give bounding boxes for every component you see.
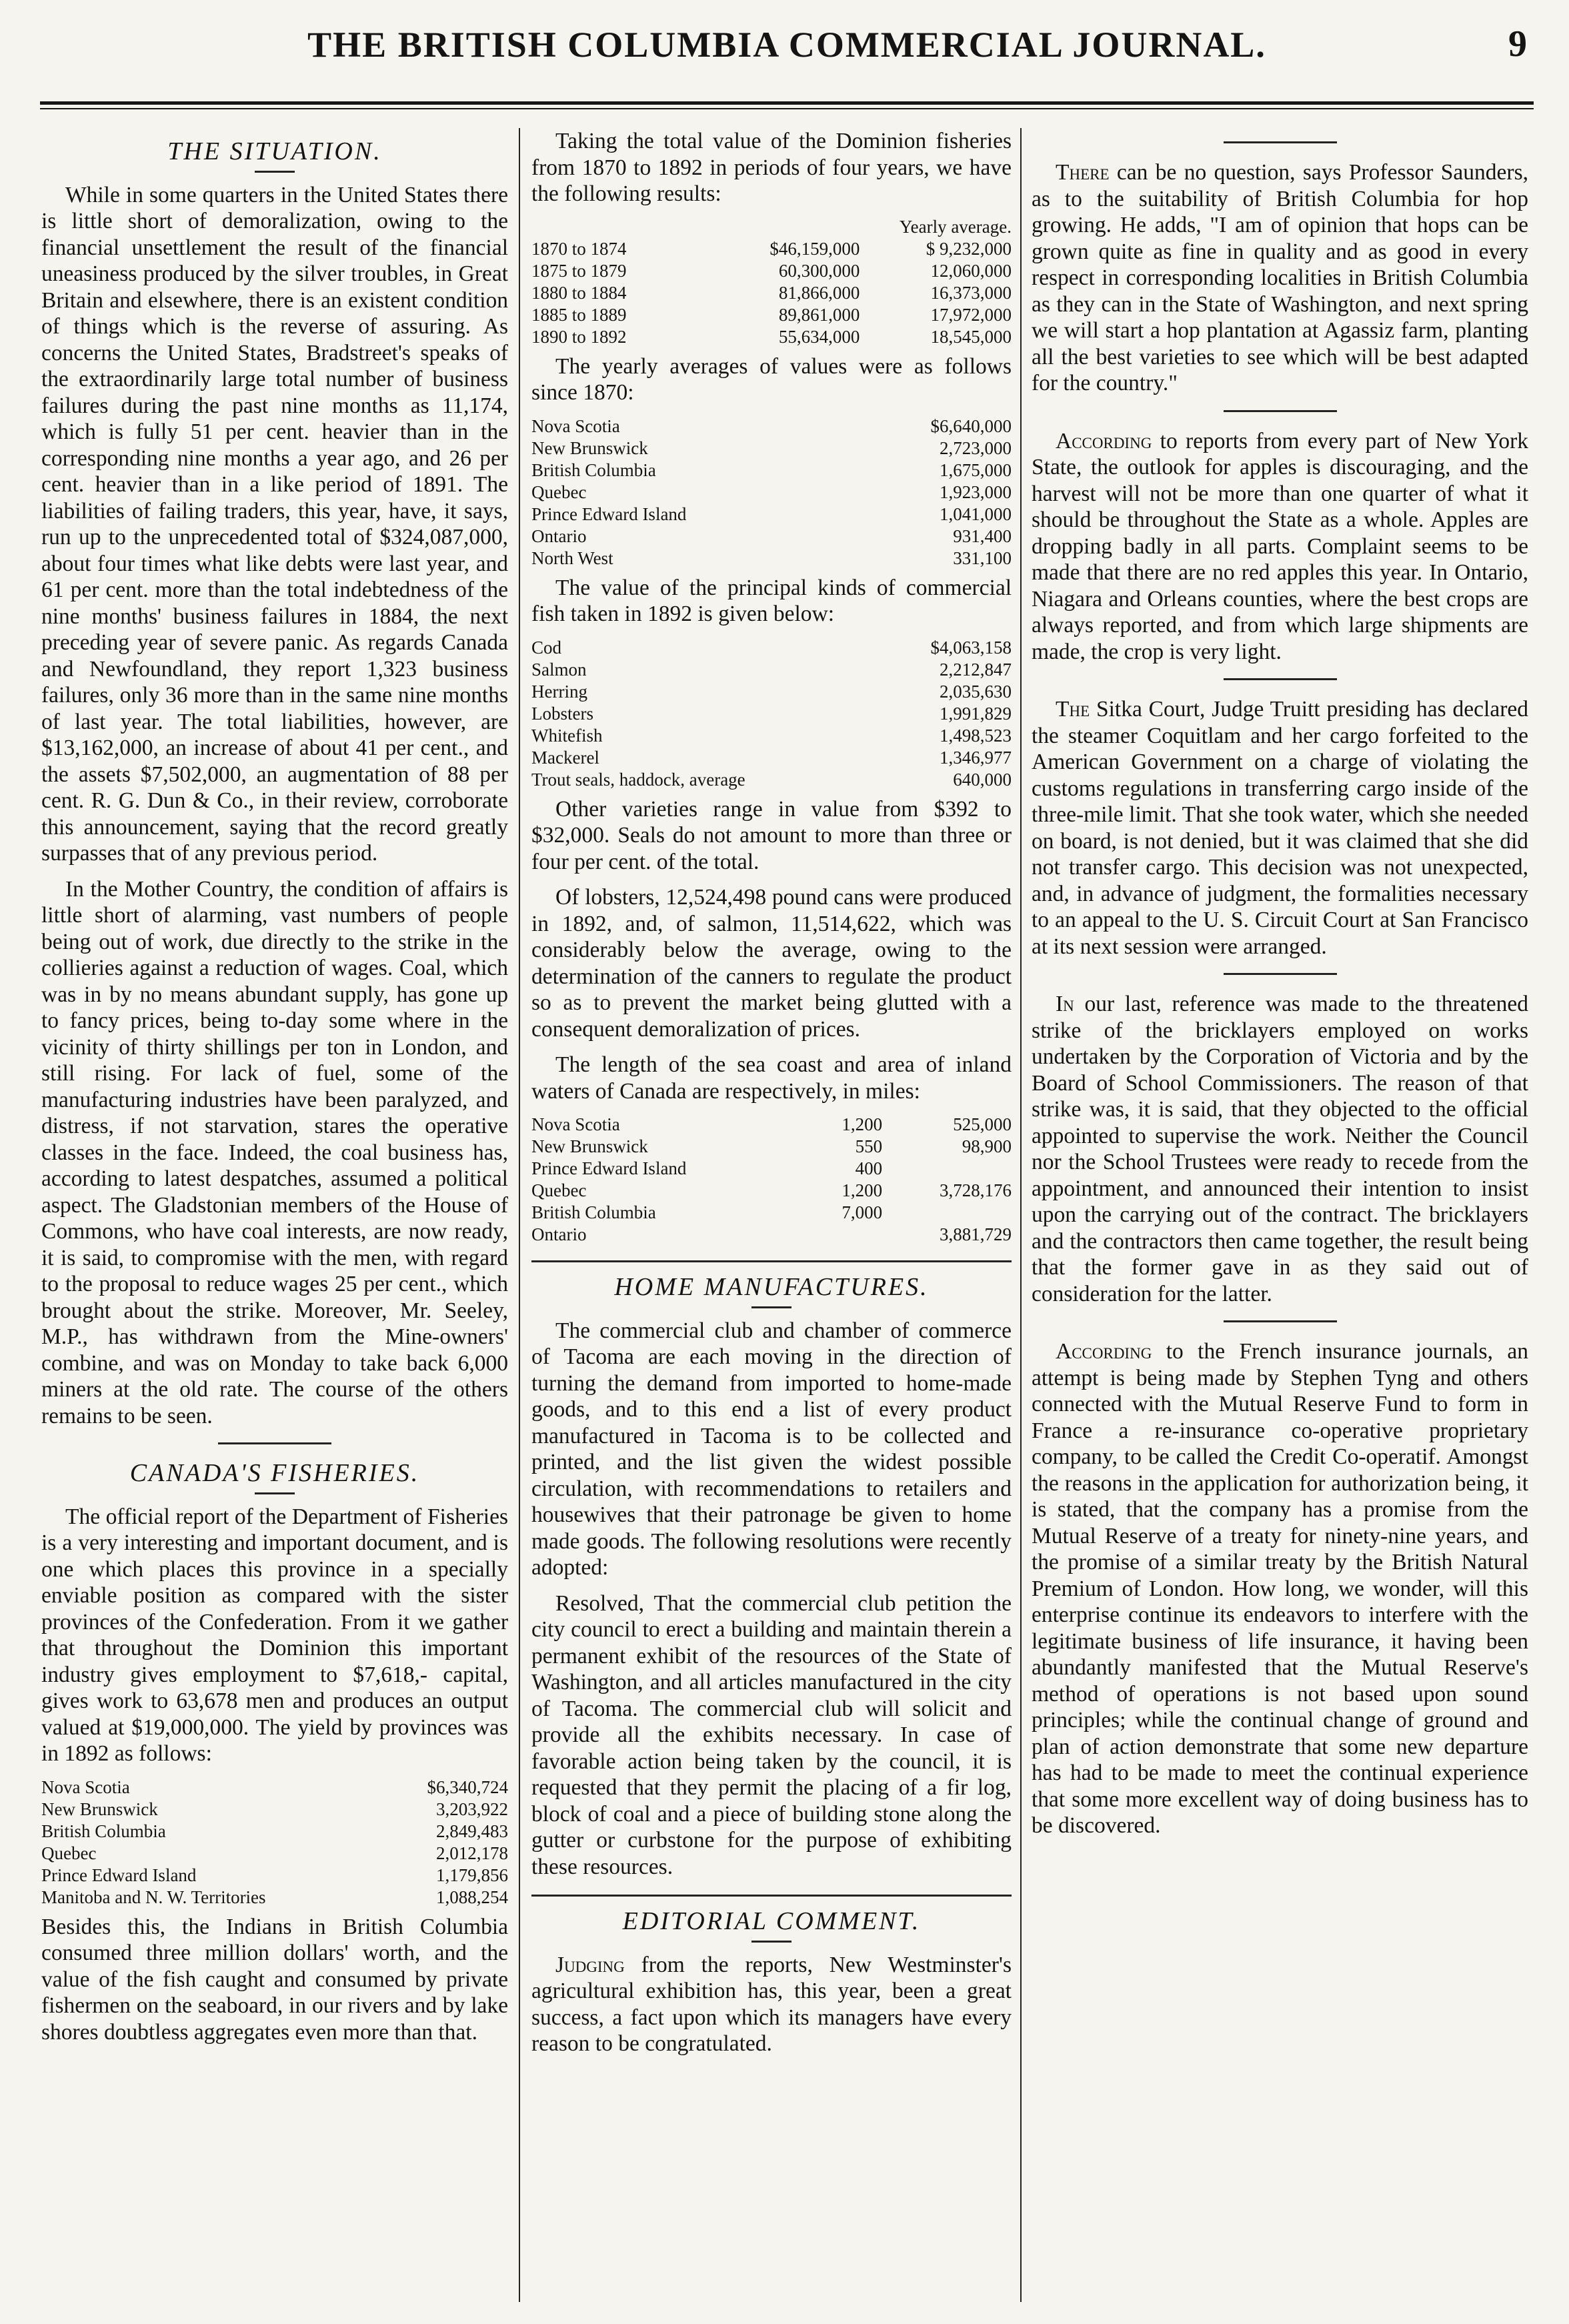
lead-word: In	[1056, 992, 1074, 1016]
table-row	[531, 304, 1012, 326]
paragraph-text: to the French insurance journals, an attempt is being made by Stephen Tyng and others connected with the Mutual Reserve Fund to form in France a re-insurance co-operative proprietary company, to be called the Credit Co-operatif. Amongst the reasons in the application for authorization being, it is stated, that the company has a promise from the Mutual Reserve of a treaty for ninety-nine years, and the promise of a similar treaty by the British Natural Premium of London. How long, we wonder, will this enterprise continue its endeavors to interfere with the legitimate business of life insurance, it having been abundantly manifested that the Mutual Reserve's method of operations is not based upon sound principles; while the continual change of ground and plan of action demonstrate that some new departure has had to be made to meet the continual experience that some more excellent way of doing business has to be discovered.	[1032, 1339, 1528, 1838]
value-cell: 2,035,630	[940, 681, 1012, 702]
column-1	[41, 128, 508, 2302]
fish-kind-cell: Trout seals, haddock, average	[531, 769, 745, 790]
province-cell: Quebec	[531, 1180, 587, 1200]
fish-kind-cell: Mackerel	[531, 747, 599, 768]
editorial-paragraph	[1032, 696, 1528, 960]
province-cell: Prince Edward Island	[531, 1158, 687, 1178]
value-cell: 331,100	[953, 547, 1012, 568]
lead-word: According	[1056, 428, 1152, 453]
province-cell: British Columbia	[41, 1821, 166, 1841]
table-row	[531, 260, 1012, 282]
section-separator	[218, 1442, 331, 1444]
masthead-rule	[40, 101, 1534, 105]
average-cell: 12,060,000	[930, 260, 1012, 281]
value-cell: 640,000	[953, 769, 1012, 790]
page-number: 9	[1508, 23, 1527, 65]
fish-kind-cell: Whitefish	[531, 725, 603, 746]
column-2	[531, 128, 1012, 2302]
province-cell: Quebec	[531, 481, 587, 502]
province-cell: British Columbia	[531, 459, 656, 480]
article-paragraph: The value of the principal kinds of commercial fish taken in 1892 is given below:	[531, 575, 1012, 626]
value-cell: $6,340,724	[427, 1777, 508, 1797]
value-cell: 931,400	[953, 525, 1012, 546]
coast-cell: 550	[855, 1136, 883, 1156]
province-cell: Nova Scotia	[531, 1114, 620, 1134]
table-row	[531, 703, 1012, 725]
coast-cell: 400	[855, 1158, 883, 1178]
table-row	[531, 481, 1012, 503]
table-row	[531, 1224, 1012, 1246]
coast-cell: 1,200	[842, 1180, 883, 1200]
table-row	[41, 1843, 508, 1865]
value-cell: 2,212,847	[940, 659, 1012, 680]
article-paragraph: Taking the total value of the Dominion fisheries from 1870 to 1892 in periods of four years, we have the following results:	[531, 129, 1012, 206]
article-paragraph: The yearly averages of values were as follows since 1870:	[531, 353, 1012, 405]
period-cell: 1890 to 1892	[531, 326, 627, 347]
masthead	[40, 15, 1534, 95]
article-paragraph: Besides this, the Indians in British Columbia consumed three million dollars' worth, and the value of the fish caught and consumed by private fishermen on the seaboard, in our rivers and by lake shores doubtless aggregates even more than that.	[41, 1914, 508, 2045]
table-row	[531, 459, 1012, 481]
table-row	[531, 1202, 1012, 1224]
value-cell: 1,179,856	[436, 1865, 508, 1885]
kinds-table	[531, 637, 1012, 791]
table-row	[531, 1136, 1012, 1158]
value-cell: $4,063,158	[930, 637, 1012, 658]
table-row	[41, 1799, 508, 1821]
period-cell: 1870 to 1874	[531, 238, 627, 259]
periods-table	[531, 238, 1012, 348]
coast-cell: 1,200	[842, 1114, 883, 1134]
province-cell: Manitoba and N. W. Territories	[41, 1887, 266, 1907]
province-cell: North West	[531, 547, 613, 568]
table-row	[531, 437, 1012, 459]
heading-dash	[751, 1306, 792, 1308]
section-separator	[531, 1895, 1012, 1897]
coast-table	[531, 1114, 1012, 1246]
averages-table	[531, 415, 1012, 569]
article-paragraph: Other varieties range in value from $392 to $32,000. Seals do not amount to more than three or four per cent. of the total.	[531, 796, 1012, 874]
heading-dash	[255, 1492, 295, 1494]
value-cell: 3,203,922	[436, 1799, 508, 1819]
average-cell: 17,972,000	[930, 304, 1012, 325]
article-paragraph: Of lobsters, 12,524,498 pound cans were produced in 1892, and, of salmon, 11,514,622, which was considerably below the average, owing to the determination of the canners to regulate the product so as to prevent the market being glutted with a consequent demoralization of prices.	[531, 885, 1012, 1042]
province-cell: Ontario	[531, 1224, 587, 1244]
fish-kind-cell: Cod	[531, 637, 562, 658]
paragraph-text: our last, reference was made to the threatened strike of the bricklayers employed on works undertaken by the Corporation of Victoria and by the Board of School Commissioners. The reason of that strike was, it is said, that they objected to the official appointed to supervise the work. Neither the Council nor the School Trustees were ready to recede from the appointment, and announced their intention to insist upon the carrying out of the contract. The bricklayers and the contractors then came together, the result being that the former gave in as they said out of consideration for the latter.	[1032, 992, 1528, 1306]
province-cell: Quebec	[41, 1843, 97, 1863]
table-row	[531, 525, 1012, 547]
section-separator	[1224, 973, 1337, 975]
period-cell: 1880 to 1884	[531, 282, 627, 303]
lead-word: The	[1056, 697, 1090, 722]
article-paragraph: The official report of the Department of Fisheries is a very interesting and important document, and is one which places this province in a specially enviable position as compared with the sister provinces of the Confederation. From it we gather that throughout the Dominion this important industry gives employment to $7,618,- capital, gives work to 63,678 men and produces an output valued at $19,000,000. The yield by provinces was in 1892 as follows:	[41, 1504, 508, 1766]
table-row	[531, 282, 1012, 304]
value-cell: 2,723,000	[940, 437, 1012, 458]
total-cell: 89,861,000	[778, 304, 860, 325]
column-divider	[519, 128, 520, 2302]
area-cell: 525,000	[953, 1114, 1012, 1134]
table-row	[531, 659, 1012, 681]
area-cell: 3,728,176	[940, 1180, 1012, 1200]
lead-word: Judging	[555, 1952, 625, 1977]
table-row	[531, 681, 1012, 703]
column-divider	[1020, 128, 1022, 2302]
value-cell: 1,923,000	[940, 481, 1012, 502]
total-cell: 60,300,000	[778, 260, 860, 281]
coast-cell	[810, 1224, 882, 1246]
lead-word: There	[1056, 160, 1110, 185]
paragraph-text: to reports from every part of New York State, the outlook for apples is discouraging, and the harvest will not be more than one quarter of what it should be throughout the State as a whole. Apples are dropping badly in all parts. Complaint seems to be made that there are no red apples this year. In Ontario, Niagara and Orleans counties, where the best crops are always reported, and from which large shipments are made, the crop is very light.	[1032, 428, 1528, 664]
heading-dash	[751, 1941, 792, 1943]
province-cell: Prince Edward Island	[531, 503, 687, 524]
average-cell: 18,545,000	[930, 326, 1012, 347]
total-cell: 55,634,000	[778, 326, 860, 347]
table-row	[531, 1114, 1012, 1136]
paragraph-text: from the reports, New Westminster's agricultural exhibition has, this year, been a great success, a fact upon which its managers have every reason to be congratulated.	[531, 1952, 1012, 2056]
area-cell: 98,900	[962, 1136, 1012, 1156]
value-cell: 2,849,483	[436, 1821, 508, 1841]
average-cell: 16,373,000	[930, 282, 1012, 303]
table-row	[531, 1180, 1012, 1202]
editorial-paragraph	[1032, 1338, 1528, 1839]
table-row	[41, 1887, 508, 1909]
section-heading-situation: THE SITUATION.	[167, 137, 382, 165]
fish-kind-cell: Salmon	[531, 659, 587, 680]
lead-word: According	[1056, 1339, 1152, 1364]
table-row	[531, 637, 1012, 659]
section-separator	[1224, 410, 1337, 412]
province-cell: New Brunswick	[531, 1136, 648, 1156]
table-row	[531, 503, 1012, 525]
table-row	[531, 547, 1012, 569]
table-row	[41, 1865, 508, 1887]
heading-dash	[255, 171, 295, 173]
article-paragraph: Resolved, That the commercial club petition the city council to erect a building and maintain therein a permanent exhibit of the resources of the State of Washington, and all articles manufactured in the city of Tacoma. The commercial club will solicit and provide all the exhibits necessary. In case of favorable action being taken by the council, it is requested that they permit the placing of a fir log, block of coal and a piece of building stone along the gutter or curbstone for the purpose of exhibiting these resources.	[531, 1590, 1012, 1879]
area-cell	[882, 1158, 1012, 1180]
province-cell: Ontario	[531, 525, 587, 546]
editorial-paragraph	[1032, 159, 1528, 397]
province-cell: Prince Edward Island	[41, 1865, 197, 1885]
value-cell: 1,498,523	[940, 725, 1012, 746]
period-cell: 1885 to 1889	[531, 304, 627, 325]
province-cell: British Columbia	[531, 1202, 656, 1222]
value-cell: 1,346,977	[940, 747, 1012, 768]
journal-title: THE BRITISH COLUMBIA COMMERCIAL JOURNAL.	[307, 25, 1266, 65]
area-cell: 3,881,729	[940, 1224, 1012, 1244]
total-cell: 81,866,000	[778, 282, 860, 303]
table-row	[531, 769, 1012, 791]
table-row	[531, 1158, 1012, 1180]
table-row	[41, 1777, 508, 1799]
province-cell: New Brunswick	[531, 437, 648, 458]
section-separator	[1224, 678, 1337, 680]
average-cell: $ 9,232,000	[926, 238, 1012, 259]
fish-kind-cell: Lobsters	[531, 703, 593, 724]
column-3	[1032, 128, 1528, 2302]
value-cell: 2,012,178	[436, 1843, 508, 1863]
article-paragraph: The commercial club and chamber of commerce of Tacoma are each moving in the direction of turning the demand from imported to home-made goods, and to this end a list of every product manufactured in Tacoma is to be collected and printed, and the list given the widest possible circulation, with recommendations to retailers and housewives that their patronage be given to home made goods. The following resolutions were recently adopted:	[531, 1318, 1012, 1580]
value-cell: $6,640,000	[930, 415, 1012, 436]
editorial-paragraph	[531, 1952, 1012, 2057]
section-separator	[531, 1260, 1012, 1262]
area-cell	[882, 1202, 1012, 1224]
value-cell: 1,041,000	[940, 503, 1012, 524]
paragraph-text: can be no question, says Professor Saunders, as to the suitability of British Columbia for hop growing. He adds, "I am of opinion that hops can be grown quite as fine in quality and as good in every respect in corresponding localities in British Columbia as they can in the State of Washington, and next spring we will start a hop plantation at Agassiz farm, planting all the best varieties to see which will be best adapted for the country."	[1032, 160, 1528, 395]
editorial-paragraph	[1032, 991, 1528, 1307]
table-row	[531, 747, 1012, 769]
table-row	[41, 1821, 508, 1843]
section-heading-home-manufactures: HOME MANUFACTURES.	[614, 1273, 929, 1301]
article-paragraph: In the Mother Country, the condition of affairs is little short of alarming, vast numbers of people being out of work, due directly to the strike in the collieries against a reduction of wages. Coal, which was in by no means abundant supply, has gone up to fancy prices, being to-day some where in the vicinity of thirty shillings per ton in London, and still rising. For lack of fuel, some of the manufacturing industries have been paralyzed, and distress, if not starvation, stares the operative classes in the face. Indeed, the coal business has, according to latest despatches, assumed a political aspect. The Gladstonian members of the House of Commons, who have coal interests, are now ready, it is said, to compromise with the men, with regard to the proposal to reduce wages 25 per cent., which brought about the strike. Moreover, Mr. Seeley, M.P., has withdrawn from the Mine-owners' combine, and was on Monday to take back 6,000 miners at the old rate. The course of the others remains to be seen.	[41, 876, 508, 1428]
table-row	[531, 326, 1012, 348]
province-cell: New Brunswick	[41, 1799, 158, 1819]
value-cell: 1,991,829	[940, 703, 1012, 724]
section-heading-fisheries: CANADA'S FISHERIES.	[129, 1459, 420, 1487]
value-cell: 1,675,000	[940, 459, 1012, 480]
total-cell: $46,159,000	[769, 238, 860, 259]
table-row	[531, 238, 1012, 260]
article-paragraph: The length of the sea coast and area of inland waters of Canada are respectively, in miles:	[531, 1052, 1012, 1104]
province-cell: Nova Scotia	[531, 415, 620, 436]
value-cell: 1,088,254	[436, 1887, 508, 1907]
masthead-rule-thin	[40, 108, 1534, 109]
article-paragraph: While in some quarters in the United States there is little short of demoralization, owing to the financial unsettlement the result of the financial uneasiness produced by the silver troubles, in Great Britain and elsewhere, there is an existent condition of things which is the reverse of assuring. As concerns the United States, Bradstreet's speaks of the extraordinarily large total number of business failures during the past nine months as 11,174, which is fully 51 per cent. heavier than in the corresponding nine months a year ago, and 26 per cent. heavier than in a like period of 1891. The liabilities of failing traders, this year, have, it says, run up to the unprecedented total of $324,087,000, about four times what like debts were last year, and 61 per cent. more than the total indebtedness of the nine months' business failures in 1884, the next preceding year of severe panic. As regards Canada and Newfoundland, they report 1,323 business failures, only 36 more than in the same nine months of last year. The total liabilities, however, are $13,162,000, an increase of about 41 per cent., and the assets $7,502,000, an augmentation of 88 per cent. R. G. Dun & Co., in their review, corroborate this announcement, saying that the record greatly surpasses that of any previous period.	[41, 182, 508, 866]
paragraph-text: Sitka Court, Judge Truitt presiding has declared the steamer Coquitlam and her cargo forfeited to the American Government on a charge of violating the customs regulations in transferring cargo inside of the three-mile limit. That she took water, which she needed on board, is not denied, but it was claimed that she did not transfer cargo. This decision was not unexpected, and, in advance of judgment, the formalities necessary to an appeal to the U. S. Circuit Court at San Francisco at its next session were arranged.	[1032, 697, 1528, 959]
section-heading-editorial: EDITORIAL COMMENT.	[622, 1907, 921, 1935]
table-row	[531, 725, 1012, 747]
table-note: Yearly average.	[899, 216, 1012, 237]
section-separator	[1224, 1320, 1337, 1322]
province-cell: Nova Scotia	[41, 1777, 130, 1797]
yield-table	[41, 1777, 508, 1909]
section-separator	[1224, 141, 1337, 143]
editorial-paragraph	[1032, 428, 1528, 666]
coast-cell: 7,000	[842, 1202, 883, 1222]
period-cell: 1875 to 1879	[531, 260, 627, 281]
table-row	[531, 415, 1012, 437]
fish-kind-cell: Herring	[531, 681, 587, 702]
